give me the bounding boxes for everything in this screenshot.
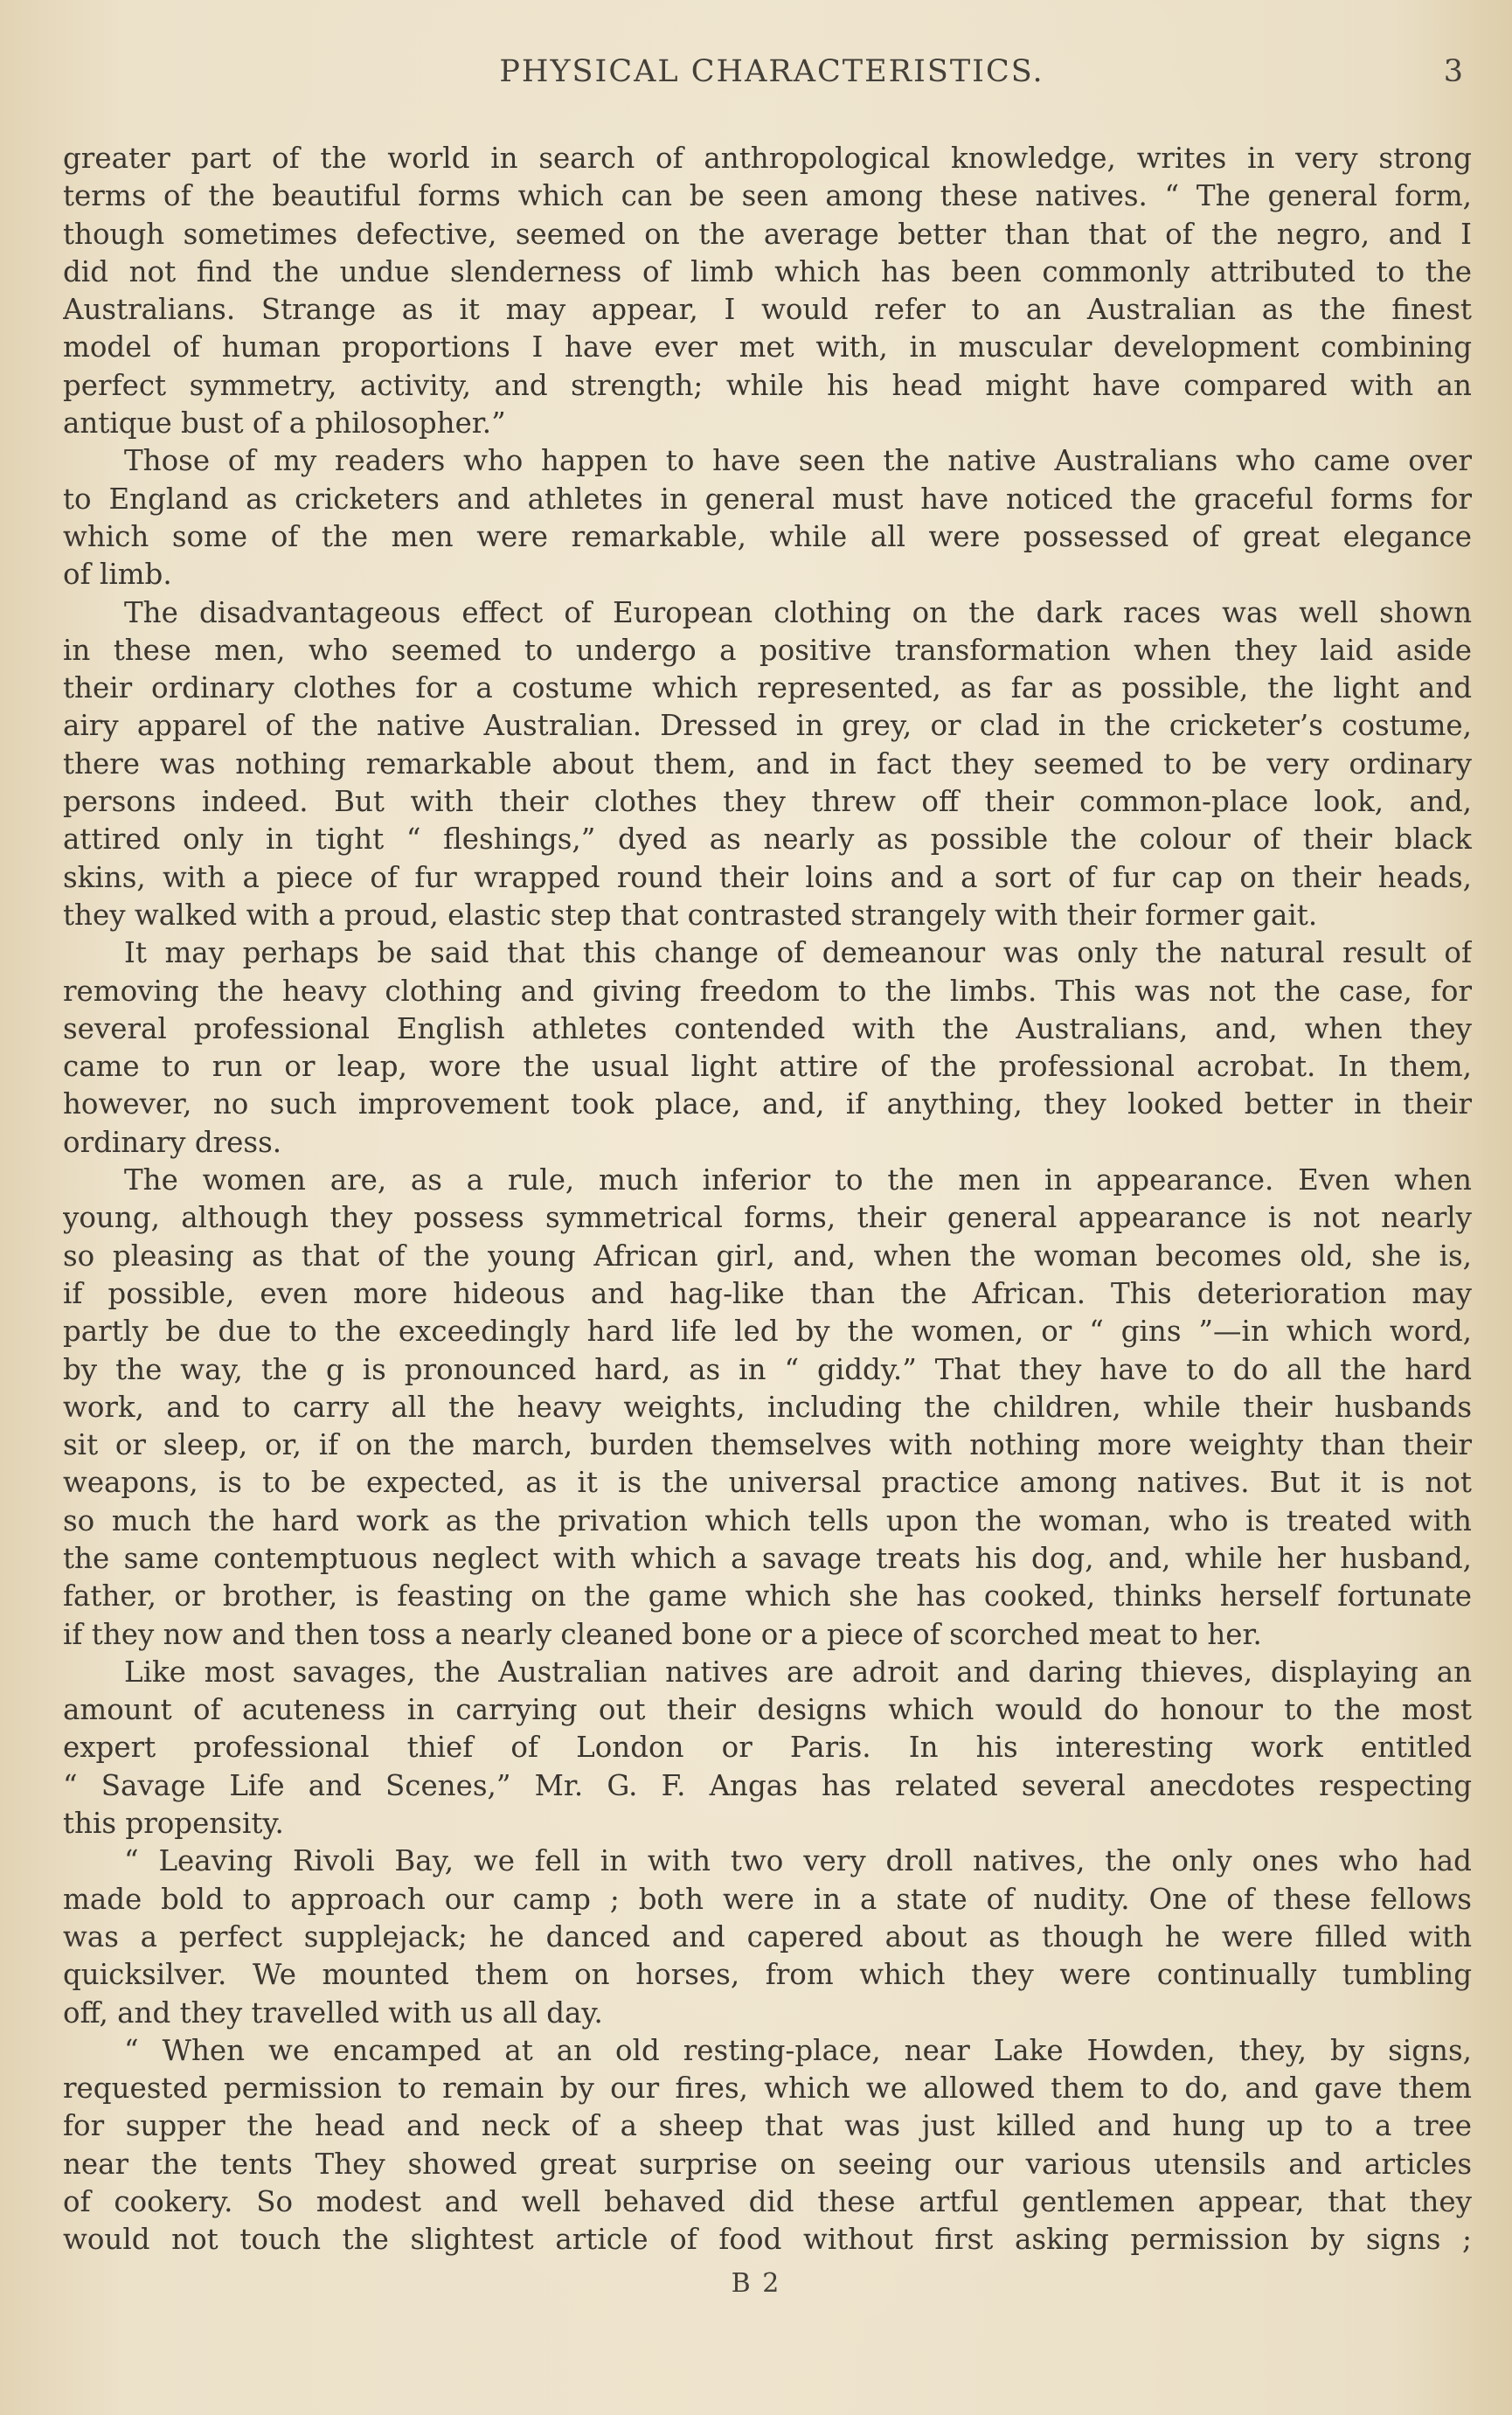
text-line: there was nothing remarkable about them, and in fact they seemed to be very ordinary bbox=[63, 746, 1472, 781]
text-line: requested permission to remain by our fires, which we allowed them to do, and gave them bbox=[63, 2071, 1472, 2106]
text-line: ordinary dress. bbox=[63, 1125, 282, 1159]
text-line: in these men, who seemed to undergo a positive transformation when they laid aside bbox=[63, 633, 1472, 667]
text-line: did not find the undue slenderness of limb which has been commonly attributed to the bbox=[63, 254, 1472, 288]
page-number: 3 bbox=[1443, 54, 1463, 89]
text-line: by the way, the g is pronounced hard, as in “ giddy.” That they have to do all the hard bbox=[63, 1352, 1472, 1386]
text-line: removing the heavy clothing and giving freedom to the limbs. This was not the case, for bbox=[63, 974, 1472, 1008]
text-line: of cookery. So modest and well behaved did these artful gentlemen appear, that they bbox=[63, 2185, 1472, 2219]
text-line: several professional English athletes contended with the Australians, and, when they bbox=[63, 1011, 1472, 1045]
running-head: PHYSICAL CHARACTERISTICS. bbox=[499, 54, 1044, 89]
text-line: airy apparel of the native Australian. Dressed in grey, or clad in the cricketer’s costume, bbox=[63, 709, 1472, 743]
text-line: “ Savage Life and Scenes,” Mr. G. F. Angas has related several anecdotes respecting bbox=[63, 1768, 1472, 1802]
text-line: skins, with a piece of fur wrapped round their loins and a sort of fur cap on their heads, bbox=[63, 860, 1472, 894]
page-header bbox=[63, 54, 1481, 107]
text-line: off, and they travelled with us all day. bbox=[63, 1995, 603, 2030]
text-line: partly be due to the exceedingly hard life led by the women, or “ gins ”—in which word, bbox=[63, 1315, 1472, 1349]
text-line: if possible, even more hideous and hag-like than the African. This deterioration may bbox=[63, 1276, 1472, 1310]
text-line: which some of the men were remarkable, while all were possessed of great elegance bbox=[63, 519, 1472, 553]
text-line: Like most savages, the Australian natives are adroit and daring thieves, displaying an bbox=[124, 1655, 1472, 1689]
text-line: to England as cricketers and athletes in general must have noticed the graceful forms for bbox=[63, 482, 1472, 516]
text-line: quicksilver. We mounted them on horses, from which they were continually tumbling bbox=[63, 1958, 1472, 1992]
text-line: persons indeed. But with their clothes they threw off their common-place look, and, bbox=[63, 785, 1472, 819]
text-line: greater part of the world in search of anthropological knowledge, writes in very strong bbox=[63, 142, 1472, 175]
text-line: terms of the beautiful forms which can be seen among these natives. “ The general form, bbox=[63, 179, 1472, 213]
text-line: attired only in tight “ fleshings,” dyed as nearly as possible the colour of their black bbox=[63, 822, 1472, 857]
body-text bbox=[63, 140, 1472, 2259]
text-line: so much the hard work as the privation which tells upon the woman, who is treated with bbox=[63, 1503, 1472, 1537]
text-line: the same contemptuous neglect with which a savage treats his dog, and, while her husband, bbox=[63, 1541, 1472, 1575]
text-line: Those of my readers who happen to have seen the native Australians who came over bbox=[124, 444, 1472, 478]
text-line: The disadvantageous effect of European clothing on the dark races was well shown bbox=[124, 595, 1472, 629]
text-line: “ When we encamped at an old resting-place, near Lake Howden, they, by signs, bbox=[124, 2033, 1472, 2067]
text-line: however, no such improvement took place, and, if anything, they looked better in their bbox=[63, 1087, 1472, 1121]
text-line: young, although they possess symmetrical forms, their general appearance is not nearly bbox=[63, 1201, 1472, 1235]
text-line: sit or sleep, or, if on the march, burden themselves with nothing more weighty than their bbox=[63, 1428, 1472, 1462]
text-line: expert professional thief of London or Paris. In his interesting work entitled bbox=[63, 1731, 1472, 1765]
text-line: weapons, is to be expected, as it is the universal practice among natives. But it is not bbox=[63, 1466, 1472, 1500]
text-line: work, and to carry all the heavy weights, including the children, while their husbands bbox=[63, 1390, 1472, 1424]
text-line: father, or brother, is feasting on the game which she has cooked, thinks herself fortunate bbox=[63, 1579, 1472, 1613]
text-line: for supper the head and neck of a sheep that was just killed and hung up to a tree bbox=[63, 2109, 1472, 2143]
text-line: would not touch the slightest article of food without first asking permission by signs ; bbox=[63, 2223, 1472, 2257]
text-line: It may perhaps be said that this change of demeanour was only the natural result of bbox=[124, 936, 1472, 970]
text-line: antique bust of a philosopher.” bbox=[63, 406, 506, 441]
text-line: Australians. Strange as it may appear, I would refer to an Australian as the finest bbox=[63, 293, 1472, 327]
text-line: amount of acuteness in carrying out their designs which would do honour to the most bbox=[63, 1693, 1472, 1727]
text-line: this propensity. bbox=[63, 1807, 284, 1841]
text-line: they walked with a proud, elastic step that contrasted strangely with their former gait. bbox=[63, 898, 1318, 932]
text-line: near the tents They showed great surprise on seeing our various utensils and articles bbox=[63, 2147, 1472, 2181]
text-line: came to run or leap, wore the usual light attire of the professional acrobat. In them, bbox=[63, 1050, 1472, 1084]
text-line: model of human proportions I have ever met with, in muscular development combining bbox=[63, 330, 1472, 364]
text-line: their ordinary clothes for a costume which represented, as far as possible, the light and bbox=[63, 671, 1472, 705]
text-line: made bold to approach our camp ; both were in a state of nudity. One of these fellows bbox=[63, 1882, 1472, 1916]
text-line: The women are, as a rule, much inferior to the men in appearance. Even when bbox=[124, 1163, 1472, 1197]
text-line: so pleasing as that of the young African girl, and, when the woman becomes old, she is, bbox=[63, 1239, 1472, 1273]
text-line: of limb. bbox=[63, 558, 172, 592]
signature-mark: B 2 bbox=[731, 2268, 781, 2299]
text-line: perfect symmetry, activity, and strength; while his head might have compared with an bbox=[63, 368, 1472, 402]
text-line: though sometimes defective, seemed on the average better than that of the negro, and I bbox=[63, 217, 1472, 251]
text-line: “ Leaving Rivoli Bay, we fell in with two very droll natives, the only ones who had bbox=[124, 1844, 1472, 1878]
text-line: if they now and then toss a nearly cleaned bone or a piece of scorched meat to her. bbox=[63, 1617, 1262, 1651]
text-line: was a perfect supplejack; he danced and capered about as though he were filled with bbox=[63, 1919, 1472, 1954]
